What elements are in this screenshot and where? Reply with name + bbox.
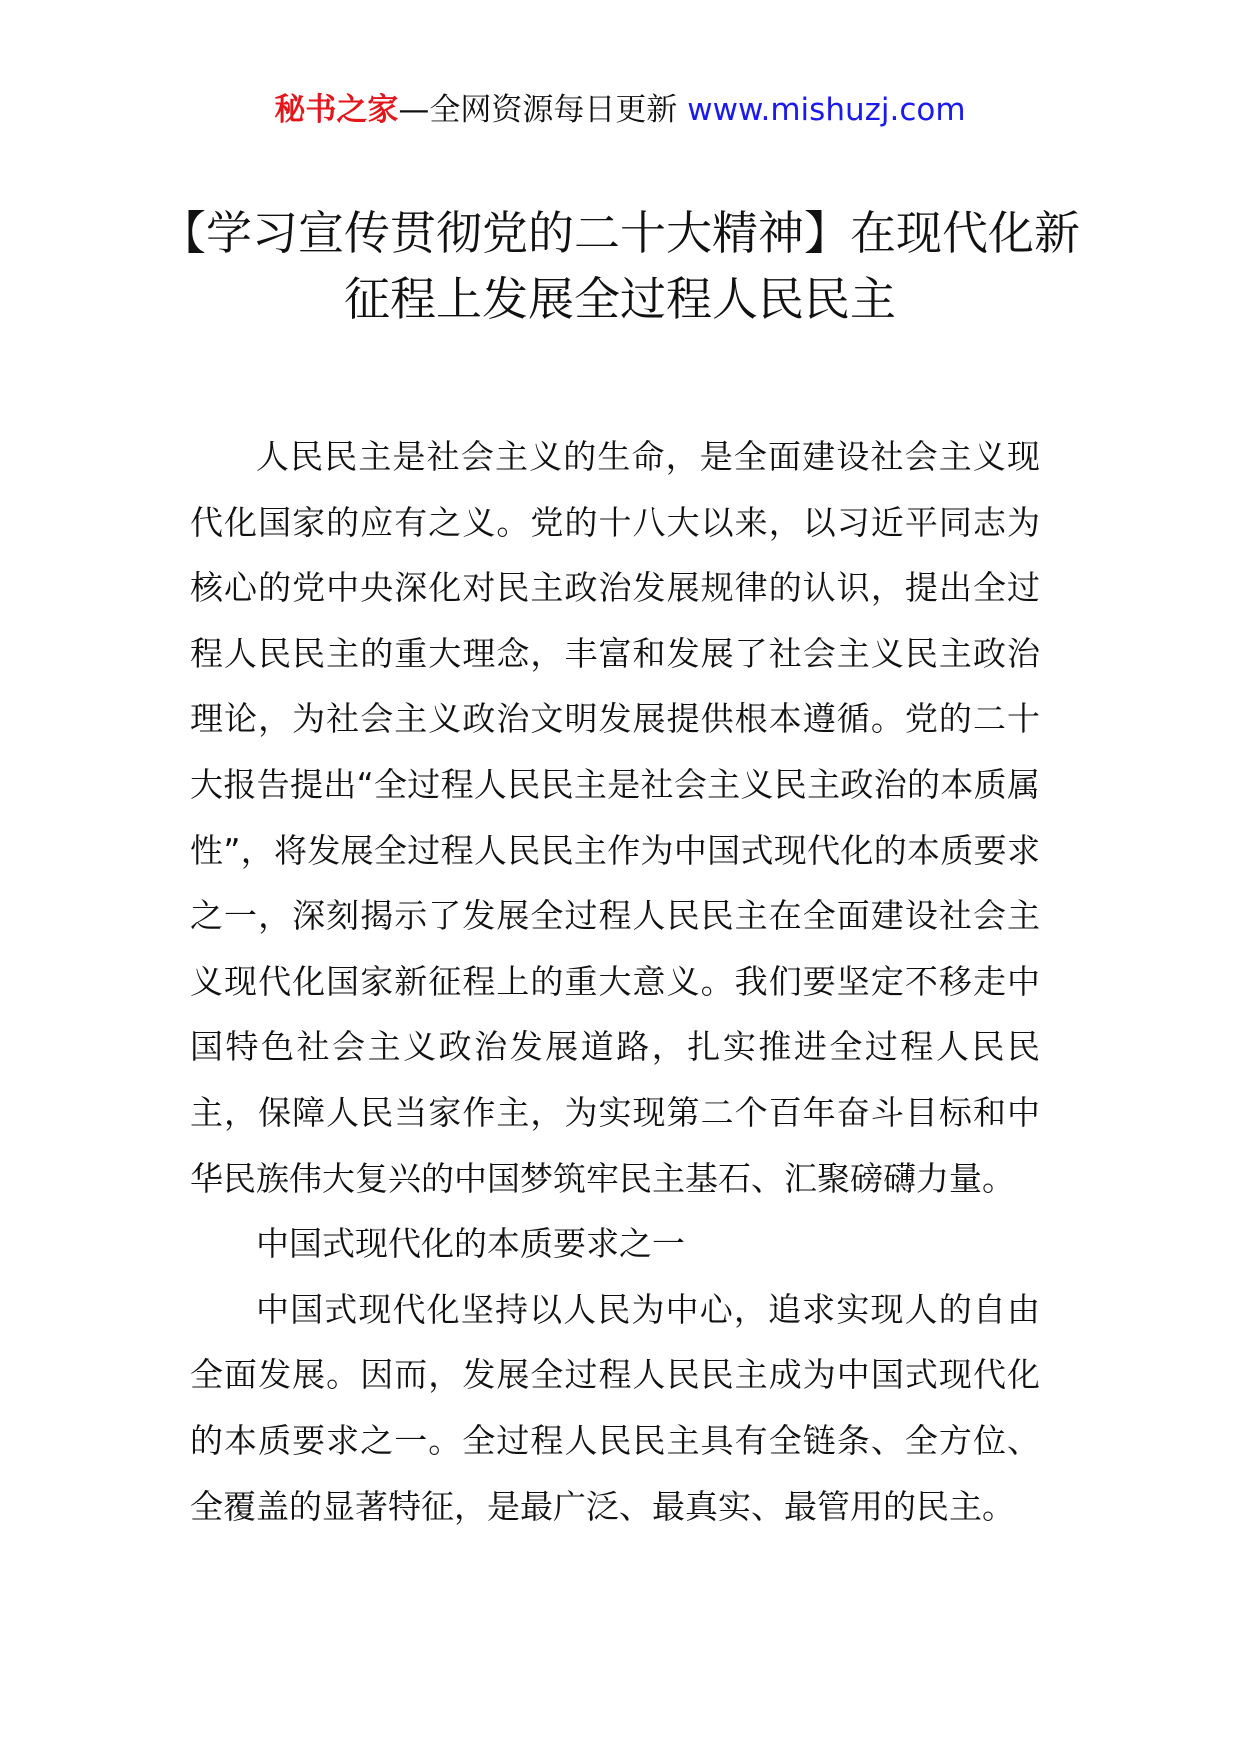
site-tagline: —全网资源每日更新 <box>398 92 688 128</box>
site-brand: 秘书之家 <box>274 92 399 128</box>
paragraph-section-1: 中国式现代化坚持以人民为中心，追求实现人的自由全面发展。因而，发展全过程人民民主成为中国式现代化的本质要求之一。全过程人民民主具有全链条、全方位、全覆盖的显著特征，是最广泛、最真实、最管用的民主。 <box>190 1289 1040 1526</box>
site-header <box>0 90 1240 130</box>
site-url-link[interactable]: www.mishuzj.com <box>687 92 966 128</box>
section-heading: 中国式现代化的本质要求之一 <box>256 1224 685 1264</box>
article-title: 【学习宣传贯彻党的二十大精神】在现代化新征程上发展全过程人民民主 <box>160 206 1080 326</box>
paragraph-intro: 人民民主是社会主义的生命，是全面建设社会主义现代化国家的应有之义。党的十八大以来，以习近平同志为核心的党中央深化对民主政治发展规律的认识，提出全过程人民民主的重大理念，丰富和发展了社会主义民主政治理论，为社会主义政治文明发展提供根本遵循。党的二十大报告提出“全过程人民民主是社会主义民主政治的本质属性”，将发展全过程人民民主作为中国式现代化的本质要求之一，深刻揭示了发展全过程人民民主在全面建设社会主义现代化国家新征程上的重大意义。我们要坚定不移走中国特色社会主义政治发展道路，扎实推进全过程人民民主，保障人民当家作主，为实现第二个百年奋斗目标和中华民族伟大复兴的中国梦筑牢民主基石、汇聚磅礴力量。 <box>190 437 1040 1198</box>
article-body <box>190 424 1040 1539</box>
